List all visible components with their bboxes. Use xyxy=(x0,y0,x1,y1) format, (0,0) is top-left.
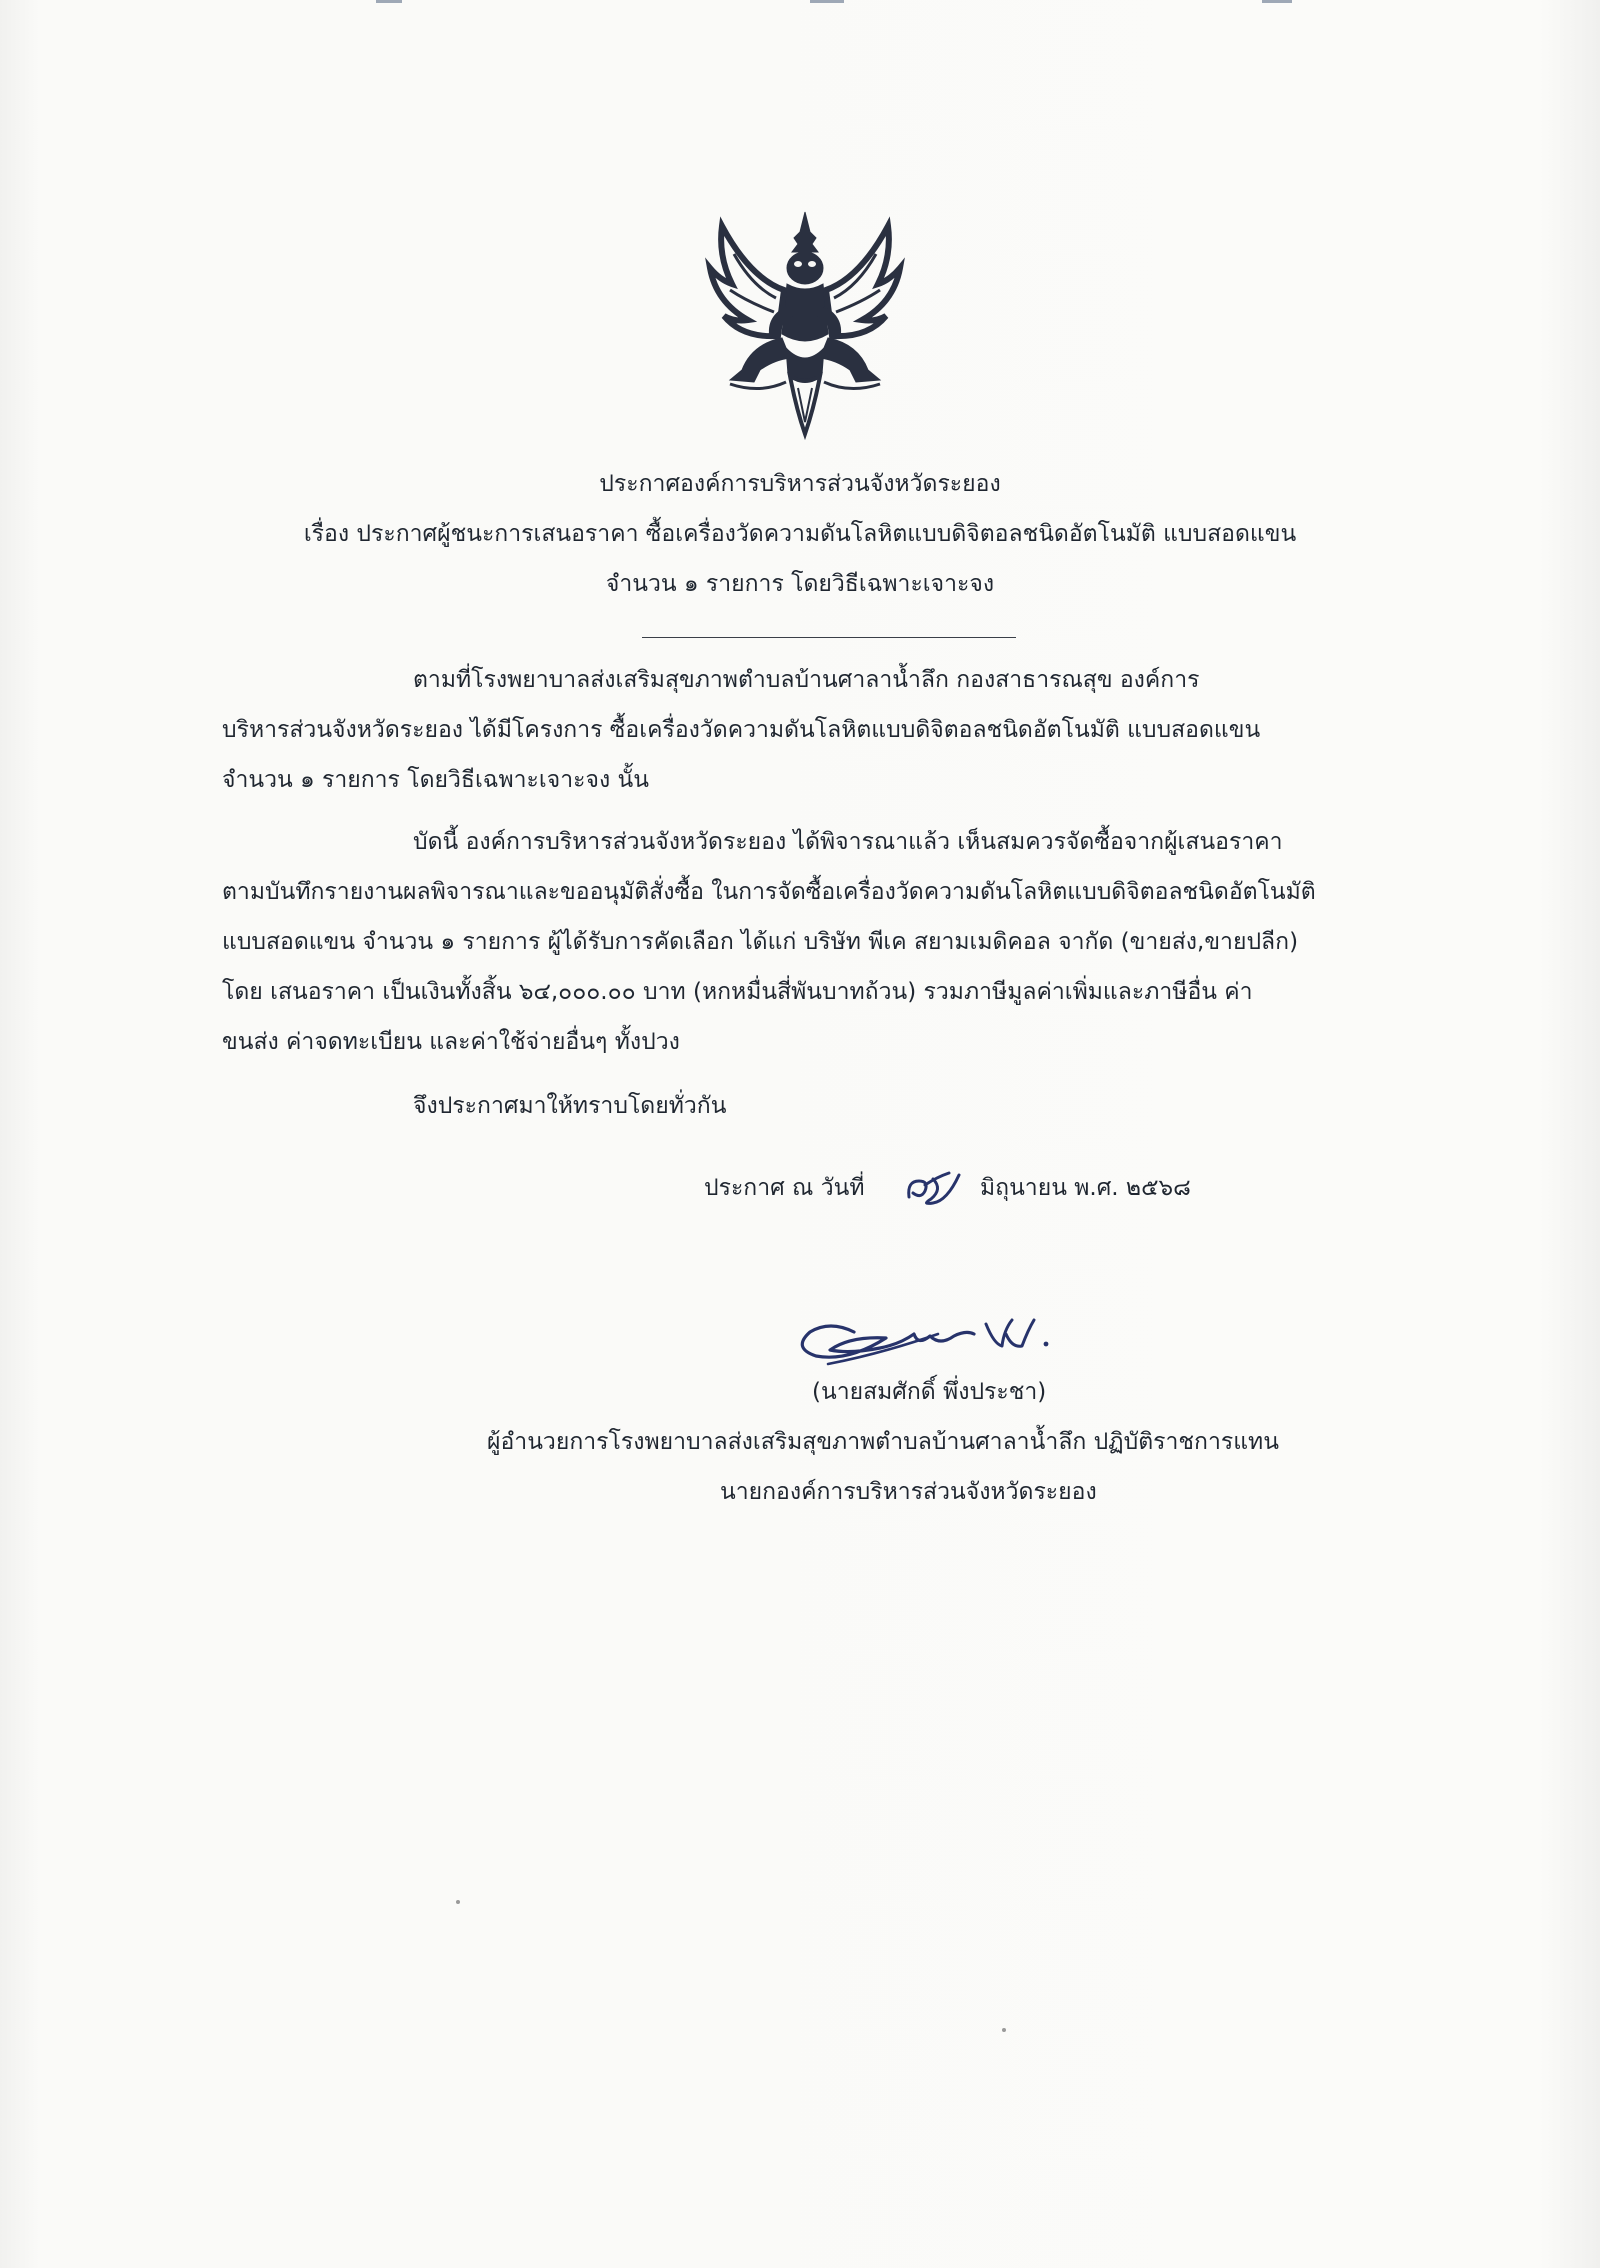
closing-statement: จึงประกาศมาให้ทราบโดยทั่วกัน xyxy=(413,1093,727,1119)
handwritten-day xyxy=(903,1167,965,1207)
signatory-position-continued: นายกองค์การบริหารส่วนจังหวัดระยอง xyxy=(720,1479,1097,1505)
announcement-subject-continued: จำนวน ๑ รายการ โดยวิธีเฉพาะเจาะจง xyxy=(605,571,995,597)
paragraph-2-line-4: โดย เสนอราคา เป็นเงินทั้งสิ้น ๖๔,๐๐๐.๐๐ บาท (หกหมื่นสี่พันบาทถ้วน) รวมภาษีมูลค่าเพิ่มและภาษีอื่น ค่า xyxy=(222,979,1253,1005)
paragraph-2-line-2: ตามบันทึกรายงานผลพิจารณาและขออนุมัติสั่งซื้อ ในการจัดซื้อเครื่องวัดความดันโลหิตแบบดิจิตอลชนิดอัตโนมัติ xyxy=(222,879,1316,905)
paragraph-1-line-1: ตามที่โรงพยาบาลส่งเสริมสุขภาพตำบลบ้านศาลาน้ำลึก กองสาธารณสุข องค์การ xyxy=(413,667,1200,693)
paragraph-2-line-3: แบบสอดแขน จำนวน ๑ รายการ ผู้ได้รับการคัดเลือก ได้แก่ บริษัท พีเค สยามเมดิคอล จากัด (ขายส่ง,ขายปลีก) xyxy=(222,929,1299,955)
title-divider xyxy=(642,637,1016,638)
paragraph-1-line-2: บริหารส่วนจังหวัดระยอง ได้มีโครงการ ซื้อเครื่องวัดความดันโลหิตแบบดิจิตอลชนิดอัตโนมัติ แบบสอดแขน xyxy=(222,717,1261,743)
announcement-issuer: ประกาศองค์การบริหารส่วนจังหวัดระยอง xyxy=(599,471,1001,497)
announcement-date-prefix: ประกาศ ณ วันที่ xyxy=(704,1175,865,1201)
paragraph-2-line-5: ขนส่ง ค่าจดทะเบียน และค่าใช้จ่ายอื่นๆ ทั้งปวง xyxy=(222,1029,680,1055)
garuda-emblem-icon xyxy=(690,198,920,448)
announcement-subject: เรื่อง ประกาศผู้ชนะการเสนอราคา ซื้อเครื่องวัดความดันโลหิตแบบดิจิตอลชนิดอัตโนมัติ แบบสอดแขน xyxy=(303,521,1297,547)
signatory-position: ผู้อำนวยการโรงพยาบาลส่งเสริมสุขภาพตำบลบ้านศาลาน้ำลึก ปฏิบัติราชการแทน xyxy=(487,1429,1279,1455)
announcement-date-suffix: มิถุนายน พ.ศ. ๒๕๖๘ xyxy=(980,1175,1191,1201)
scan-edge-mark xyxy=(376,0,402,3)
scan-edge-mark xyxy=(810,0,844,3)
paragraph-2-line-1: บัดนี้ องค์การบริหารส่วนจังหวัดระยอง ได้พิจารณาแล้ว เห็นสมควรจัดซื้อจากผู้เสนอราคา xyxy=(413,829,1283,855)
paper-speck xyxy=(456,1900,460,1904)
paragraph-1-line-3: จำนวน ๑ รายการ โดยวิธีเฉพาะเจาะจง นั้น xyxy=(222,767,649,793)
scan-edge-mark xyxy=(1262,0,1292,3)
paper-speck xyxy=(1002,2028,1006,2032)
signatory-name: (นายสมศักดิ์ พึ่งประชา) xyxy=(812,1379,1047,1405)
